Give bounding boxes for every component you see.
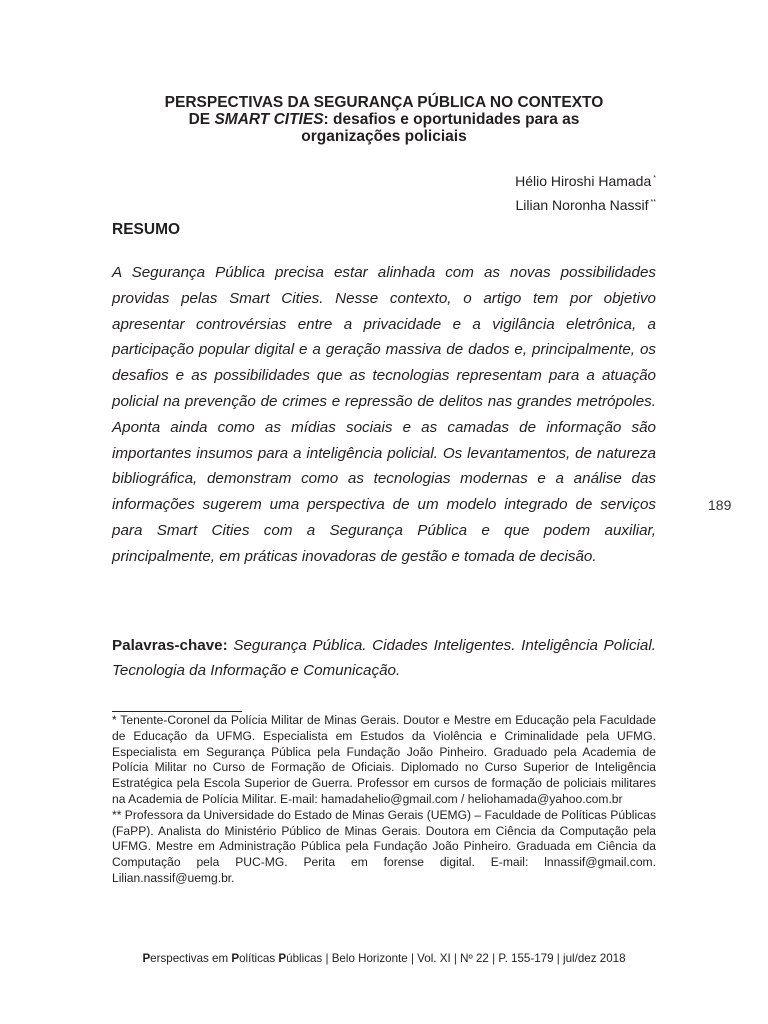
author-2 [515, 192, 656, 216]
author-list [515, 168, 656, 216]
keywords-text: Segurança Pública. Cidades Inteligentes. Inteligência Policial. Tecnologia da Informação e Comunicação. [112, 637, 656, 679]
author-2-name: Lilian Noronha Nassif [515, 197, 649, 213]
journal-footer [0, 952, 768, 965]
author-1-name: Hélio Hiroshi Hamada [515, 173, 652, 189]
author-1 [515, 168, 656, 192]
footer-initial-3: P [278, 952, 287, 965]
footer-details: | Belo Horizonte | Vol. XI | Nº 22 | P. 155-179 | jul/dez 2018 [322, 952, 626, 965]
footnote-divider [112, 711, 242, 712]
page-number: 189 [708, 497, 732, 513]
article-title [112, 94, 656, 145]
abstract-text: A Segurança Pública precisa estar alinhada com as novas possibilidades providas pelas Smart Cities. Nesse contexto, o artigo tem por objetivo apresentar controvérsias entre a privacidade e a vigilância eletrônica, a participação popular digital e a geração massiva de dados e, principalmente, os desafios e as possibilidades que as tecnologias representam para a atuação policial na prevenção de crimes e repressão de delitos nas grandes metrópoles. Aponta ainda como as mídias sociais e as camadas de informação são importantes insumos para a inteligência policial. Os levantamentos, de natureza bibliográfica, demonstram como as tecnologias modernas e a análise das informações sugerem uma perspectiva de um modelo integrado de serviços para Smart Cities com a Segurança Pública e que podem auxiliar, principalmente, em práticas inovadoras de gestão e tomada de decisão. [112, 264, 656, 565]
title-line-2-suffix: : desafios e oportunidades para as [323, 111, 580, 128]
title-line-2 [112, 111, 656, 128]
author-2-footnote-mark: ** [650, 199, 656, 206]
footer-word-3: úblicas [286, 952, 323, 965]
footer-initial-1: P [142, 952, 151, 965]
keywords-label: Palavras-chave: [112, 637, 228, 654]
title-line-3: organizações policiais [301, 128, 467, 145]
title-line-2-prefix: DE [188, 111, 215, 128]
footer-word-1: erspectivas em [150, 952, 232, 965]
footnote-1: * Tenente-Coronel da Polícia Militar de Minas Gerais. Doutor e Mestre em Educação pela Faculdade de Educação da UFMG. Especialista em Estudos da Violência e Criminalidade pela UFMG. Especialista em Segurança Pública pela Fundação João Pinheiro. Graduado pela Academia de Polícia Militar no Curso de Formação de Oficiais. Diplomado no Curso Superior de Inteligência Estratégica pela Escola Superior de Guerra. Professor em cursos de formação de policiais militares na Academia de Polícia Militar. E-mail: hamadahelio@gmail.com / heliohamada@yahoo.com.br [112, 713, 656, 806]
footer-initial-2: P [231, 952, 240, 965]
footnotes [112, 713, 656, 887]
keywords [112, 634, 656, 683]
author-1-footnote-mark: * [653, 175, 656, 182]
resumo-heading: RESUMO [112, 221, 181, 238]
title-smart-cities: SMART CITIES [214, 111, 324, 128]
title-line-1: PERSPECTIVAS DA SEGURANÇA PÚBLICA NO CONTEXTO [164, 94, 604, 111]
footer-word-2: olíticas [239, 952, 279, 965]
footnote-2: ** Professora da Universidade do Estado de Minas Gerais (UEMG) – Faculdade de Políticas Públicas (FaPP). Analista do Ministério Público de Minas Gerais. Doutora em Ciência da Computação pela UFMG. Mestre em Administração Pública pela Fundação João Pinheiro. Graduada em Ciência da Computação pela PUC-MG. Perita em forense digital. E-mail: lnnassif@gmail.com. Lilian.nassif@uemg.br. [112, 807, 656, 885]
